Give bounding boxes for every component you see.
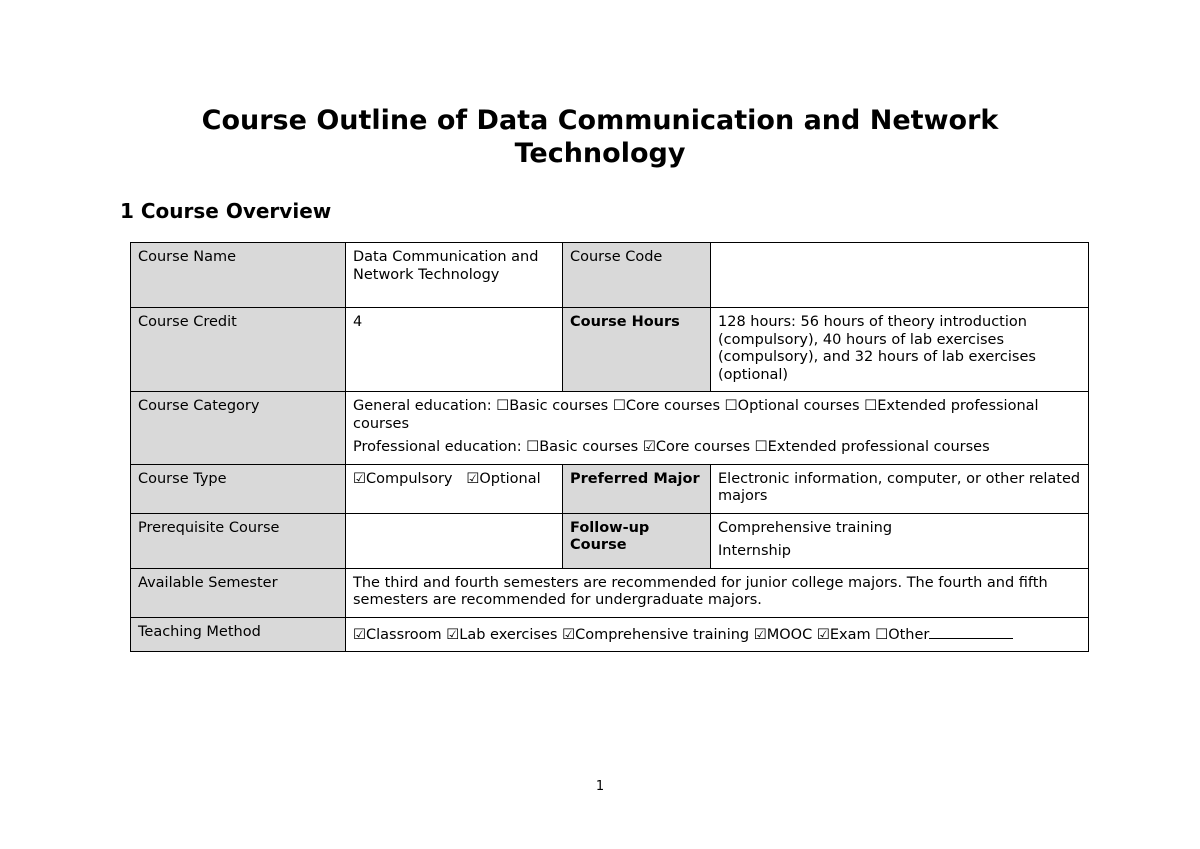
checkbox-icon: ☐ [496,398,510,414]
checkbox-checked-icon: ☑ [816,626,830,643]
option-text: Classroom [366,626,442,643]
checkbox-checked-icon: ☑ [642,439,656,455]
course-hours-value: 128 hours: 56 hours of theory introduction (compulsory), 40 hours of lab exercises (compulsory), and 32 hours of lab exercises (optional) [711,308,1089,392]
option-text: Comprehensive training [575,626,750,643]
preferred-major-value: Electronic information, computer, or other related majors [711,464,1089,513]
available-semester-value: The third and fourth semesters are recommended for junior college majors. The fourth and fifth semesters are recommended for undergraduate majors. [346,568,1089,617]
follow-up-item: Comprehensive training [718,519,893,536]
professional-education-line [353,439,1081,457]
option-text: Basic courses [509,398,609,414]
course-type-value [346,464,563,513]
course-code-value [711,243,1089,308]
general-education-line [353,398,1081,433]
course-category-label: Course Category [131,392,346,465]
other-blank-line [929,624,1013,639]
checkbox-icon: ☐ [526,439,540,455]
page-number: 1 [595,779,605,794]
option-text: Extended professional courses [767,439,990,455]
table-row [131,308,1089,392]
checkbox-checked-icon: ☑ [353,470,366,487]
option-text: Optional [479,470,541,487]
table-row [131,513,1089,568]
course-name-label: Course Name [131,243,346,308]
professional-education-prefix: Professional education: [353,439,527,455]
course-category-value [346,392,1089,465]
checkbox-icon: ☐ [612,398,626,414]
table-row [131,392,1089,465]
course-overview-table [130,242,1089,652]
course-code-label: Course Code [563,243,711,308]
teaching-method-label: Teaching Method [131,617,346,652]
available-semester-label: Available Semester [131,568,346,617]
table-row [131,243,1089,308]
option-text: Other [888,626,930,643]
general-education-prefix: General education: [353,398,497,414]
course-credit-value: 4 [346,308,563,392]
section-heading: 1 Course Overview [120,199,332,223]
option-text: Compulsory [366,470,453,487]
checkbox-checked-icon: ☑ [466,470,480,487]
table-row [131,568,1089,617]
checkbox-icon: ☐ [754,439,768,455]
checkbox-icon: ☐ [864,398,878,414]
preferred-major-label: Preferred Major [563,464,711,513]
page-title: Course Outline of Data Communication and Network Technology [201,105,999,169]
teaching-method-value [346,617,1089,652]
option-text: Core courses [625,398,721,414]
course-credit-label: Course Credit [131,308,346,392]
follow-up-item: Internship [718,543,791,559]
course-type-label: Course Type [131,464,346,513]
checkbox-icon: ☐ [875,626,889,643]
checkbox-checked-icon: ☑ [562,626,576,643]
checkbox-checked-icon: ☑ [353,626,366,643]
checkbox-checked-icon: ☑ [446,626,460,643]
prerequisite-course-value [346,513,563,568]
option-text: Extended professional courses [353,398,1039,432]
table-row [131,617,1089,652]
option-text: MOOC [766,626,813,643]
option-text: Exam [829,626,871,643]
option-text: Basic courses [539,439,639,455]
checkbox-icon: ☐ [724,398,738,414]
checkbox-checked-icon: ☑ [753,626,767,643]
follow-up-course-label: Follow-up Course [563,513,711,568]
option-text: Optional courses [737,398,860,414]
table-row [131,464,1089,513]
option-text: Lab exercises [459,626,558,643]
prerequisite-course-label: Prerequisite Course [131,513,346,568]
follow-up-course-value [711,513,1089,568]
course-name-value: Data Communication and Network Technology [346,243,563,308]
option-text: Core courses [655,439,751,455]
course-hours-label: Course Hours [563,308,711,392]
